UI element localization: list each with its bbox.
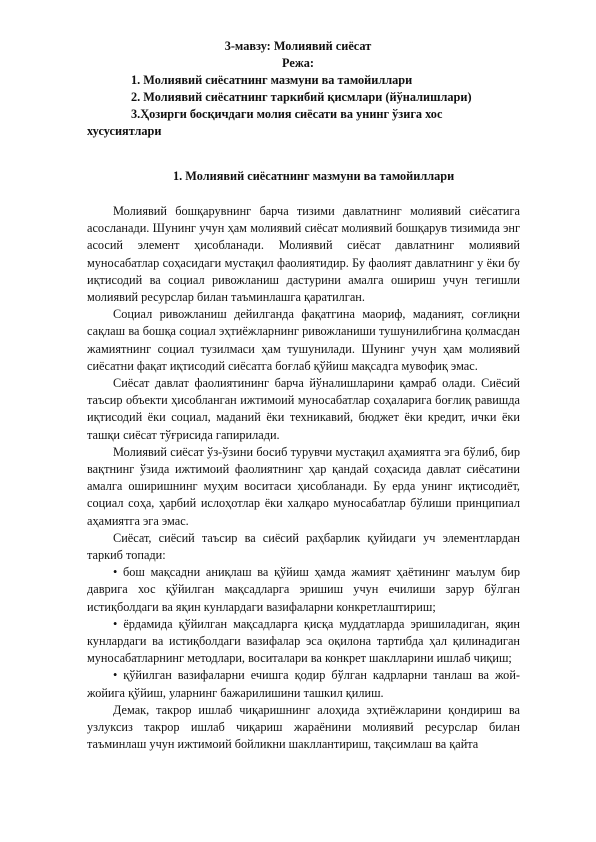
plan-item-3: 3.Ҳозирги босқичдаги молия сиёсати ва унинг ўзига хос — [131, 107, 443, 121]
bullet-item: • қўйилган вазифаларни ечишга қодир бўлган кадрларни танлаш ва жой-жойига қўйиш, уларнинг бажарилишини ташкил қилиш. — [87, 668, 520, 700]
bullet-item: • ёрдамида қўйилган мақсадларга қисқа муддатларда эришиладиган, яқин кунлардаги ва истиқболдаги вазифалар эса оқилона тартибда ҳал қилинадиган муносабатларнинг методлари, воситалари ва конкрет шаклларини ишлаб чиқиш; — [87, 616, 520, 666]
paragraph: Демак, такрор ишлаб чиқаришнинг алоҳида эҳтиёжларини қондириш ва узлуксиз такрор ишлаб чиқариш жараёнини молиявий ресурслар билан таъминлаш учун ижтимоий бойликни шакллантириш, тақсимлаш ва қайта — [87, 702, 520, 752]
section-heading: 1. Молиявий сиёсатнинг мазмуни ва тамойиллари — [173, 169, 455, 183]
bullet-item: • бош мақсадни аниқлаш ва қўйиш ҳамда жамият ҳаётининг маълум бир даврига хос қўйилган мақсадларга эришиш учун ечилиши зарур бўлган истиқболдаги ва яқин кунлардаги вазифаларни конкретлаштириш; — [87, 565, 520, 614]
paragraph: Сиёсат давлат фаолиятининг барча йўналишларини қамраб олади. Сиёсий таъсир объекти ҳисобланган ижтимоий муносабатлар соҳаларига боғлиқ равишда иқтисодий ёки социал, маданий ёки техникавий, бюджет ёки кредит, ички ёки ташқи сиёсат тўғрисида гапирилади. — [87, 376, 520, 442]
paragraph: Молиявий сиёсат ўз-ўзини босиб турувчи мустақил аҳамиятга эга бўлиб, бир вақтнинг ўзида ижтимоий фаолиятнинг ҳар қандай соҳасида давлат сиёсатини амалга оширишнинг муҳим воситаси ҳисобланади. Бу ерда унинг иқтисодиёт, социал соҳа, ҳарбий ислоҳотлар ёки халқаро муносабатлар бўлиши принципиал аҳамиятга эга эмас. — [87, 444, 520, 528]
document-title: 3-мавзу: Молиявий сиёсат — [224, 39, 372, 53]
paragraph: Социал ривожланиш дейилганда фақатгина маориф, маданият, соғлиқни сақлаш ва бошқа социал эҳтиёжларнинг ривожланиши тушунилибгина қолмасдан жамиятнинг социал тузилмаси ҳам тушунилади. Шунинг учун ҳам молиявий сиёсатни фақат иқтисодий сиёсатга боғлаб қўйиш мақсадга мувофиқ эмас. — [87, 307, 520, 373]
paragraph: Молиявий бошқарувнинг барча тизими давлатнинг молиявий сиёсатига асосланади. Шунинг учун ҳам молиявий сиёсат молиявий бошқарув тизимида энг асосий элемент ҳисобланади. Молиявий сиёсат давлатнинг молиявий муносабатлар соҳасидаги мустақил фаолиятидир. Бу фаолият давлатнинг у ёки бу иқтисодий ва социал ривожланиш дастурини амалга ошириш учун тегишли молиявий ресурслар билан таъминлашга қаратилган. — [87, 204, 520, 305]
plan-item-2: 2. Молиявий сиёсатнинг таркибий қисмлари (йўналишлари) — [131, 90, 472, 104]
paragraph: Сиёсат, сиёсий таъсир ва сиёсий раҳбарлик қуйидаги уч элементлардан таркиб топади: — [87, 530, 520, 563]
plan-item-3-continuation: хусусиятлари — [87, 124, 162, 138]
plan-label: Режа: — [282, 56, 314, 70]
plan-item-1: 1. Молиявий сиёсатнинг мазмуни ва тамойиллари — [131, 73, 413, 87]
body-text — [87, 203, 520, 754]
